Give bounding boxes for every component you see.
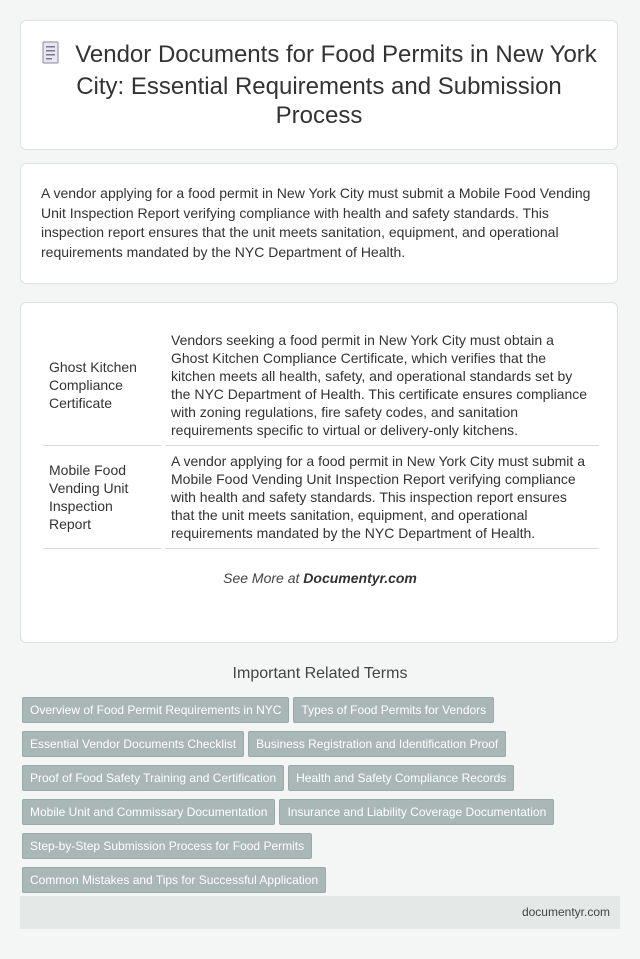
see-more bbox=[43, 570, 597, 586]
footer bbox=[20, 896, 620, 929]
related-term-tag[interactable]: Overview of Food Permit Requirements in NYC bbox=[22, 697, 289, 723]
document-table bbox=[43, 325, 599, 549]
related-term-tag[interactable]: Types of Food Permits for Vendors bbox=[293, 697, 494, 723]
details-card bbox=[20, 302, 618, 643]
title-card bbox=[20, 20, 618, 150]
related-term-tag[interactable]: Business Registration and Identification Proof bbox=[248, 731, 506, 757]
see-more-link[interactable]: Documentyr.com bbox=[303, 570, 417, 586]
related-term-tag[interactable]: Step-by-Step Submission Process for Food Permits bbox=[22, 833, 312, 859]
related-terms-list bbox=[22, 697, 618, 901]
related-term-tag[interactable]: Proof of Food Safety Training and Certification bbox=[22, 765, 284, 791]
table-description: Vendors seeking a food permit in New York City must obtain a Ghost Kitchen Compliance Certificate, which verifies that the kitchen meets all health, safety, and operational standards set by the NYC Department of Health. This certificate ensures compliance with zoning regulations, fire safety codes, and sanitation requirements specific to virtual or delivery-only kitchens. bbox=[163, 325, 599, 446]
table-term: Mobile Food Vending Unit Inspection Report bbox=[43, 446, 163, 549]
document-icon bbox=[41, 41, 63, 72]
related-term-tag[interactable]: Essential Vendor Documents Checklist bbox=[22, 731, 244, 757]
footer-site-link[interactable]: documentyr.com bbox=[521, 905, 610, 919]
related-terms-heading: Important Related Terms bbox=[232, 665, 408, 682]
page-title bbox=[39, 40, 599, 130]
related-term-tag[interactable]: Insurance and Liability Coverage Documentation bbox=[279, 799, 554, 825]
intro-card bbox=[20, 163, 618, 284]
related-term-tag[interactable]: Health and Safety Compliance Records bbox=[288, 765, 514, 791]
page-title-text: Vendor Documents for Food Permits in New York City: Essential Requirements and Submission Process bbox=[75, 41, 597, 129]
table-row bbox=[43, 446, 599, 549]
related-term-tag[interactable]: Common Mistakes and Tips for Successful Application bbox=[22, 867, 326, 893]
related-term-tag[interactable]: Mobile Unit and Commissary Documentation bbox=[22, 799, 275, 825]
intro-text: A vendor applying for a food permit in New York City must submit a Mobile Food Vending Unit Inspection Report verifying compliance with health and safety standards. This inspection report ensures that the unit meets sanitation, equipment, and operational requirements mandated by the NYC Department of Health. bbox=[41, 185, 591, 260]
table-term: Ghost Kitchen Compliance Certificate bbox=[43, 325, 163, 446]
table-description: A vendor applying for a food permit in New York City must submit a Mobile Food Vending Unit Inspection Report verifying compliance with health and safety standards. This inspection report ensures that the unit meets sanitation, equipment, and operational requirements mandated by the NYC Department of Health. bbox=[163, 446, 599, 549]
see-more-prefix: See More at bbox=[223, 570, 300, 586]
table-row bbox=[43, 325, 599, 446]
